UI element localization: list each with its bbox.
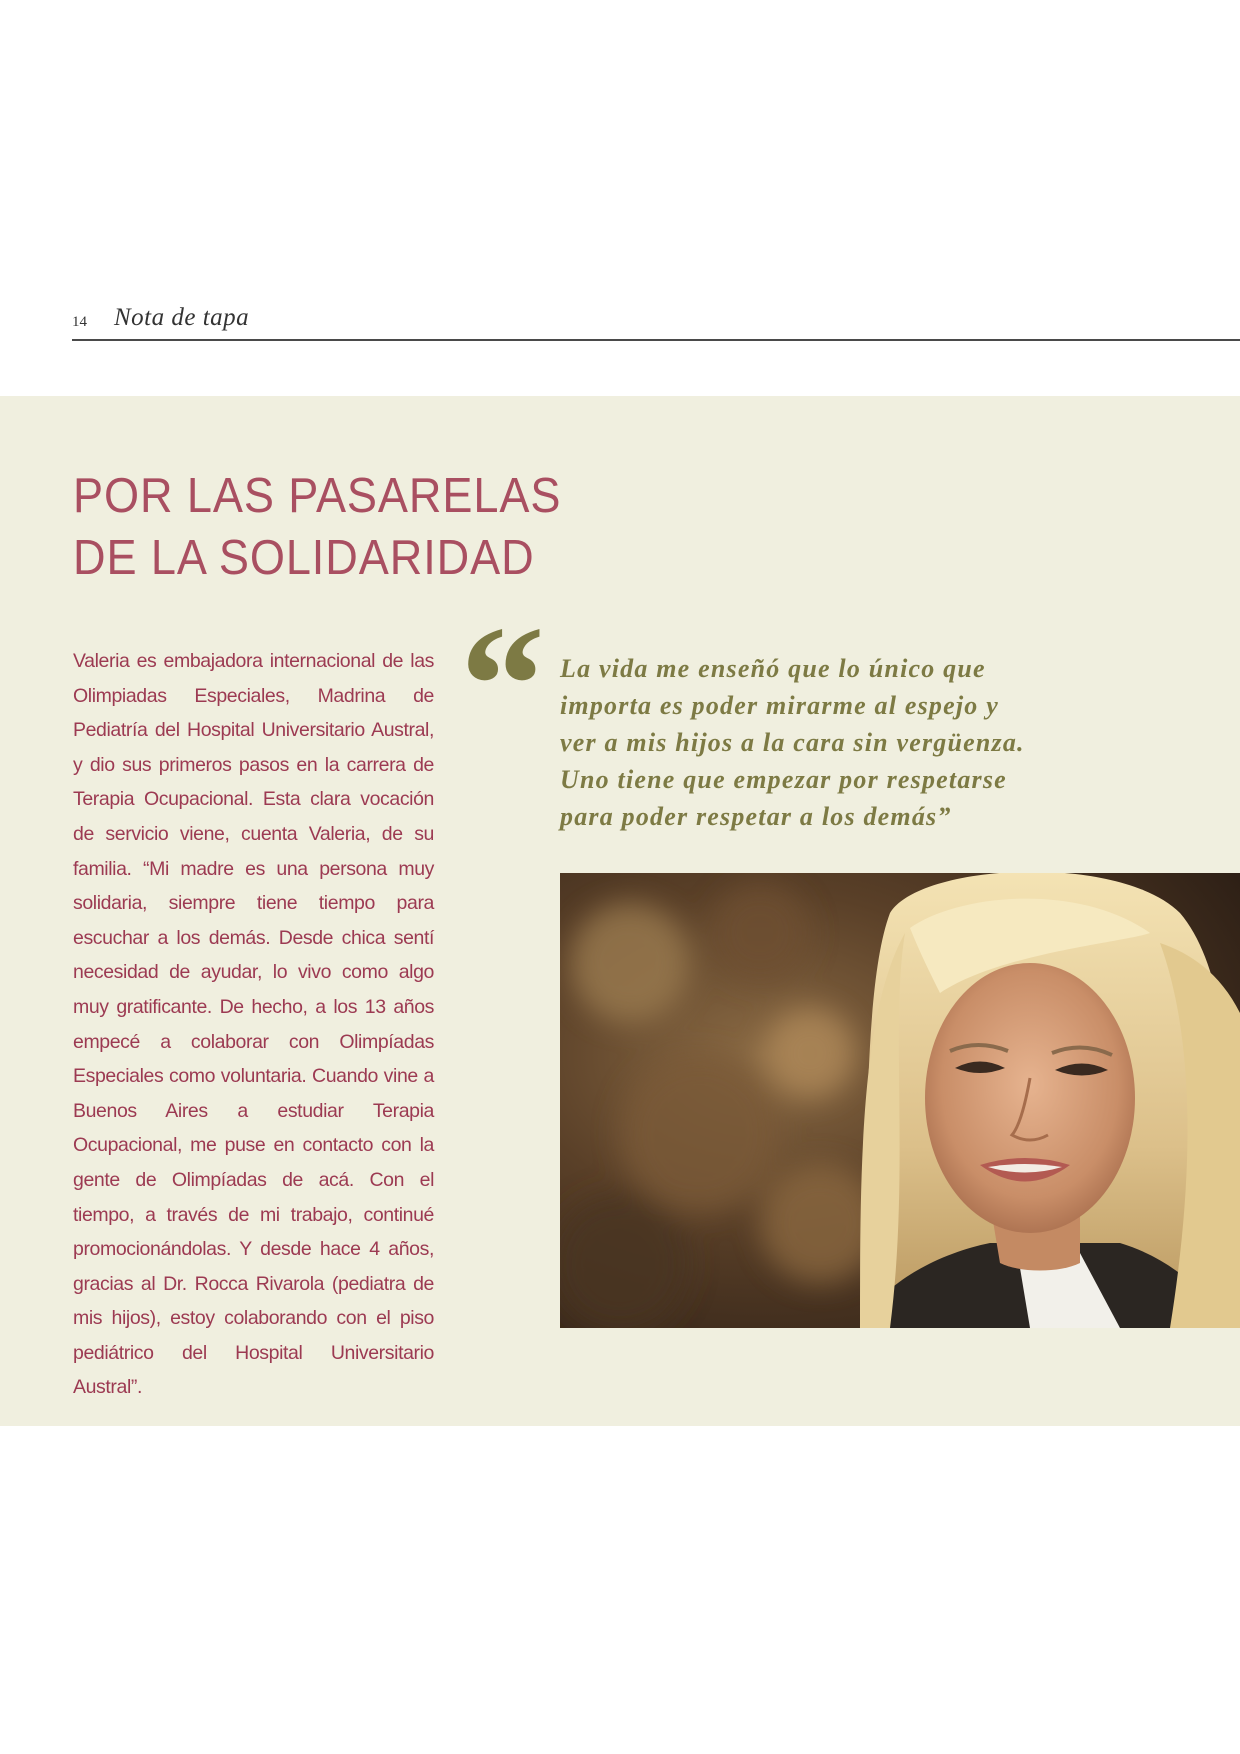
portrait-illustration bbox=[560, 873, 1240, 1328]
quote-open-mark: “ bbox=[460, 591, 545, 779]
section-title: Nota de tapa bbox=[114, 304, 250, 331]
header-divider bbox=[72, 339, 1240, 341]
portrait-photo bbox=[560, 873, 1240, 1328]
headline-line-2: DE LA SOLIDARIDAD bbox=[73, 531, 535, 585]
article-headline bbox=[73, 465, 561, 589]
headline-line-1: POR LAS PASARELAS bbox=[73, 469, 562, 523]
quote-line-4: Uno tiene que empezar por respetarse bbox=[560, 765, 1007, 794]
pull-quote bbox=[560, 650, 1160, 835]
quote-line-5: para poder respetar a los demás” bbox=[560, 802, 952, 831]
quote-line-1: La vida me enseñó que lo único que bbox=[560, 654, 986, 683]
page-number: 14 bbox=[72, 314, 87, 330]
quote-line-3: ver a mis hijos a la cara sin vergüenza. bbox=[560, 728, 1025, 757]
article-body: Valeria es embajadora internacional de las Olimpiadas Especiales, Madrina de Pediatría del Hospital Universitario Austral, y dio sus primeros pasos en la carrera de Terapia Ocupacional. Esta clara vocación de servicio viene, cuenta Valeria, de su familia. “Mi madre es una persona muy solidaria, siempre tiene tiempo para escuchar a los demás. Desde chica sentí necesidad de ayudar, lo vivo como algo muy gratificante. De hecho, a los 13 años empecé a colaborar con Olimpíadas Especiales como voluntaria. Cuando vine a Buenos Aires a estudiar Terapia Ocupacional, me puse en contacto con la gente de Olimpíadas de acá. Con el tiempo, a través de mi trabajo, continué promocionándolas. Y desde hace 4 años, gracias al Dr. Rocca Rivarola (pediatra de mis hijos), estoy colaborando con el piso pediátrico del Hospital Universitario Austral”. bbox=[73, 650, 434, 1399]
quote-line-2: importa es poder mirarme al espejo y bbox=[560, 691, 999, 720]
page-header bbox=[72, 300, 1240, 342]
